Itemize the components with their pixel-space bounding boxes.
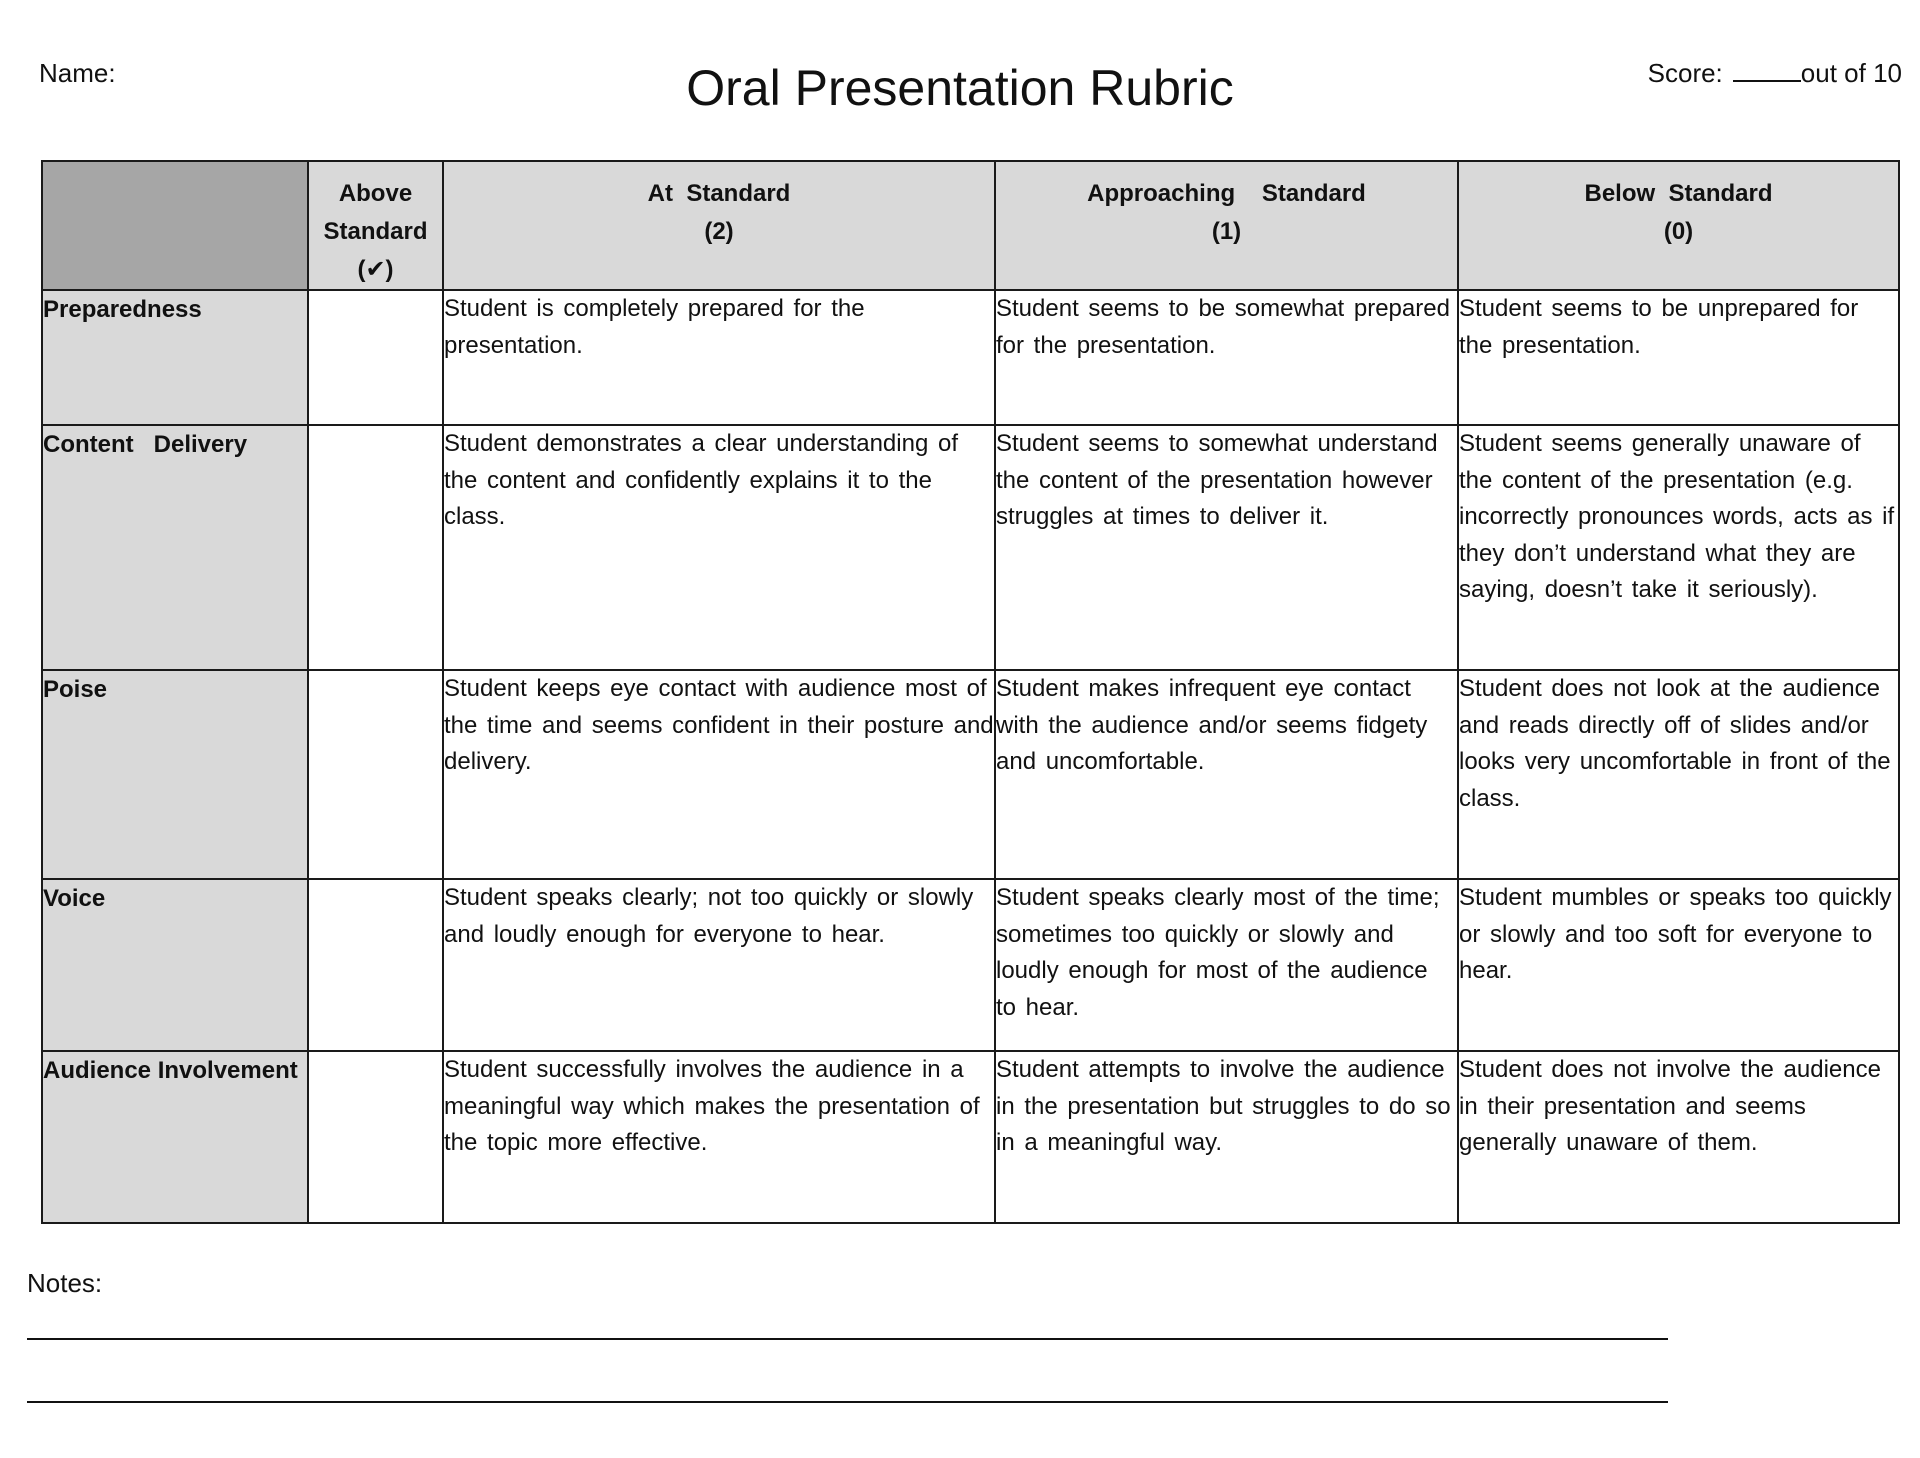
desc-at-standard: Student demonstrates a clear understanding of the content and confidently explains it to the class. bbox=[443, 425, 995, 670]
table-row-audience-involvement bbox=[42, 1051, 1899, 1223]
desc-approaching: Student makes infrequent eye contact with the audience and/or seems fidgety and uncomfortable. bbox=[995, 670, 1458, 879]
desc-at-standard: Student successfully involves the audience in a meaningful way which makes the presentation of the topic more effective. bbox=[443, 1051, 995, 1223]
desc-below: Student seems generally unaware of the content of the presentation (e.g. incorrectly pronounces words, acts as if they don’t understand what they are saying, doesn’t take it seriously). bbox=[1458, 425, 1899, 670]
table-row-content-delivery bbox=[42, 425, 1899, 670]
desc-at-standard: Student keeps eye contact with audience most of the time and seems confident in their posture and delivery. bbox=[443, 670, 995, 879]
page-title: Oral Presentation Rubric bbox=[686, 60, 1234, 116]
criterion-preparedness: Preparedness bbox=[42, 290, 308, 425]
check-cell-voice[interactable] bbox=[308, 879, 443, 1051]
table-row-preparedness bbox=[42, 290, 1899, 425]
table-row-voice bbox=[42, 879, 1899, 1051]
criterion-poise: Poise bbox=[42, 670, 308, 879]
header-above-standard: Above Standard (✔) bbox=[308, 161, 443, 290]
desc-below: Student does not involve the audience in their presentation and seems generally unaware of them. bbox=[1458, 1051, 1899, 1223]
score-block bbox=[1648, 58, 1902, 89]
table-row-poise bbox=[42, 670, 1899, 879]
notes-line-2[interactable] bbox=[27, 1401, 1668, 1403]
desc-approaching: Student speaks clearly most of the time; sometimes too quickly or slowly and loudly enough for most of the audience to hear. bbox=[995, 879, 1458, 1051]
check-cell-audience-involvement[interactable] bbox=[308, 1051, 443, 1223]
rubric-table bbox=[41, 160, 1900, 1224]
desc-below: Student mumbles or speaks too quickly or slowly and too soft for everyone to hear. bbox=[1458, 879, 1899, 1051]
criterion-voice: Voice bbox=[42, 879, 308, 1051]
notes-label: Notes: bbox=[27, 1268, 103, 1298]
criterion-audience-involvement: Audience Involvement bbox=[42, 1051, 308, 1223]
check-cell-content-delivery[interactable] bbox=[308, 425, 443, 670]
score-label: Score: bbox=[1647, 58, 1723, 88]
desc-approaching: Student attempts to involve the audience in the presentation but struggles to do so in a meaningful way. bbox=[995, 1051, 1458, 1223]
criterion-content-delivery: Content Delivery bbox=[42, 425, 308, 670]
score-blank-line bbox=[1733, 58, 1801, 82]
check-cell-preparedness[interactable] bbox=[308, 290, 443, 425]
desc-below: Student does not look at the audience and reads directly off of slides and/or looks very uncomfortable in front of the class. bbox=[1458, 670, 1899, 879]
desc-below: Student seems to be unprepared for the presentation. bbox=[1458, 290, 1899, 425]
header-below-standard: Below Standard (0) bbox=[1458, 161, 1899, 290]
header-approaching-standard: Approaching Standard (1) bbox=[995, 161, 1458, 290]
header-corner-cell bbox=[42, 161, 308, 290]
check-cell-poise[interactable] bbox=[308, 670, 443, 879]
desc-approaching: Student seems to somewhat understand the content of the presentation however struggles at times to deliver it. bbox=[995, 425, 1458, 670]
header-row bbox=[42, 161, 1899, 290]
score-suffix: out of 10 bbox=[1800, 58, 1902, 88]
name-label: Name: bbox=[39, 58, 116, 88]
header-at-standard: At Standard (2) bbox=[443, 161, 995, 290]
desc-at-standard: Student is completely prepared for the presentation. bbox=[443, 290, 995, 425]
desc-at-standard: Student speaks clearly; not too quickly or slowly and loudly enough for everyone to hear. bbox=[443, 879, 995, 1051]
notes-line-1[interactable] bbox=[27, 1338, 1668, 1340]
desc-approaching: Student seems to be somewhat prepared for the presentation. bbox=[995, 290, 1458, 425]
